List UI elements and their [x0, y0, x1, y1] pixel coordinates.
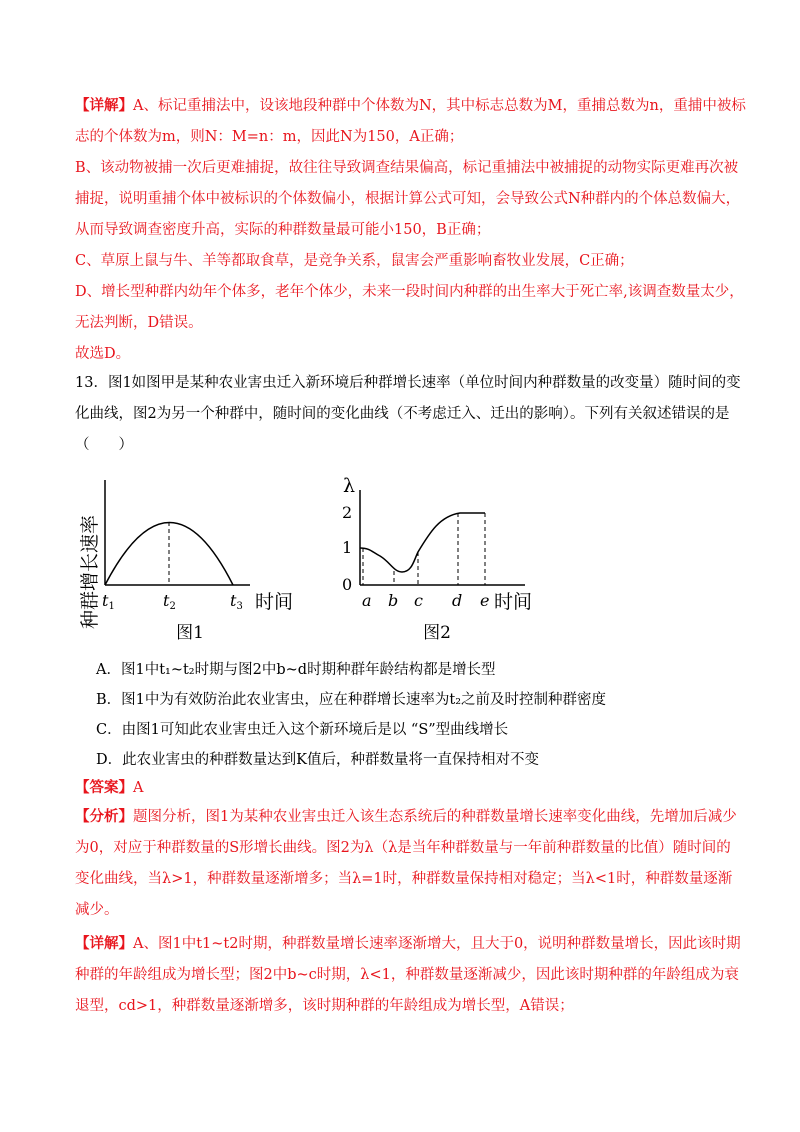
fig1-ylabel: 种群增长速率 [79, 515, 101, 630]
detail-section-1 [75, 90, 746, 370]
fig2-caption: 图2 [423, 623, 451, 643]
question-13 [75, 368, 741, 461]
answer-value: A [133, 780, 144, 796]
fig2-xtick-e: e [480, 591, 490, 610]
detail-line: A、标记重捕法中，设该地段种群中个体数为N，其中标志总数为M，重捕总数为n，重捕中被标 [133, 98, 746, 114]
fig2-ylabel: λ [343, 475, 356, 497]
fig2-curve [360, 513, 485, 572]
figure-2 [342, 475, 532, 643]
fig2-xlabel: 时间 [494, 591, 533, 613]
detail-line: 无法判断，D错误。 [75, 315, 203, 331]
fig2-xtick-a: a [362, 591, 372, 610]
analysis-line: 题图分析，图1为某种农业害虫迁入该生态系统后的种群数量增长速率变化曲线，先增加后减少 [133, 809, 737, 825]
detail-line: 从而导致调查密度升高，实际的种群数量最可能小150，B正确； [75, 222, 491, 238]
fig2-ytick-1: 1 [342, 538, 353, 557]
fig2-xtick-d: d [452, 591, 463, 610]
analysis-line: 变化曲线，当λ>1，种群数量逐渐增多；当λ=1时，种群数量保持相对稳定；当λ<1时，种群数量逐渐 [75, 871, 733, 887]
fig1-tick-t2: t2 [163, 591, 176, 612]
detail-line: 故选D。 [75, 346, 131, 362]
detail-tag: 【详解】 [75, 935, 133, 952]
detail-line: 捕捉，说明重捕个体中被标识的个体数偏小，根据计算公式可知，会导致公式N种群内的个体总数偏大， [75, 191, 741, 207]
detail-line: B、该动物被捕一次后更难捕捉，故往往导致调查结果偏高，标记重捕法中被捕捉的动物实际更难再次被 [75, 160, 739, 176]
option-d: D．此农业害虫的种群数量达到K值后，种群数量将一直保持相对不变 [96, 752, 539, 768]
option-c: C．由图1可知此农业害虫迁入这个新环境后是以 “S”型曲线增长 [96, 722, 509, 738]
fig1-xlabel: 时间 [255, 591, 294, 613]
fig2-ytick-2: 2 [342, 503, 353, 522]
detail-line: D、增长型种群内幼年个体多，老年个体少，未来一段时间内种群的出生率大于死亡率,该调查数量太少， [75, 284, 744, 300]
option-a: A．图1中t₁~t₂时期与图2中b~d时期种群年龄结构都是增长型 [96, 662, 496, 678]
detail-line: 种群的年龄组成为增长型；图2中b~c时期，λ<1，种群数量逐渐减少，因此该时期种群的年龄组成为衰 [75, 967, 739, 983]
analysis-tag: 【分析】 [75, 808, 133, 825]
fig2-xtick-c: c [414, 591, 423, 610]
question-line: 化曲线，图2为另一个种群中，随时间的变化曲线（不考虑迁入、迁出的影响）。下列有关叙述错误的是 [75, 406, 730, 422]
detail-section-2 [75, 928, 741, 1022]
fig1-caption: 图1 [176, 623, 204, 643]
analysis-line: 减少。 [75, 902, 119, 918]
figures [60, 470, 580, 650]
detail-line: C、草原上鼠与牛、羊等都取食草，是竞争关系，鼠害会严重影响畜牧业发展，C正确； [75, 253, 634, 269]
option-b: B．图1中为有效防治此农业害虫，应在种群增长速率为t₂之前及时控制种群密度 [96, 692, 607, 708]
analysis-section [75, 801, 737, 926]
detail-line: A、图1中t1~t2时期，种群数量增长速率逐渐增大，且大于0，说明种群数量增长，因此该时期 [133, 936, 741, 952]
analysis-line: 为0，对应于种群数量的S形增长曲线。图2为λ（λ是当年种群数量与一年前种群数量的比值）随时间的 [75, 840, 731, 856]
fig2-ytick-0: 0 [342, 575, 353, 594]
fig2-xtick-b: b [388, 591, 399, 610]
answer-section [75, 772, 725, 804]
detail-line: 退型，cd>1，种群数量逐渐增多，该时期种群的年龄组成为增长型，A错误； [75, 998, 574, 1014]
detail-tag: 【详解】 [75, 97, 133, 114]
detail-line: 志的个体数为m，则N：M=n：m，因此N为150，A正确； [75, 129, 464, 145]
answer-tag: 【答案】 [75, 779, 133, 796]
fig1-tick-t1: t1 [102, 591, 115, 612]
figure-1 [79, 480, 293, 643]
question-line: 13．图1如图甲是某种农业害虫迁入新环境后种群增长速率（单位时间内种群数量的改变量）随时间的变 [75, 375, 741, 391]
fig1-tick-t3: t3 [230, 591, 243, 612]
question-line: （ ） [75, 437, 133, 453]
